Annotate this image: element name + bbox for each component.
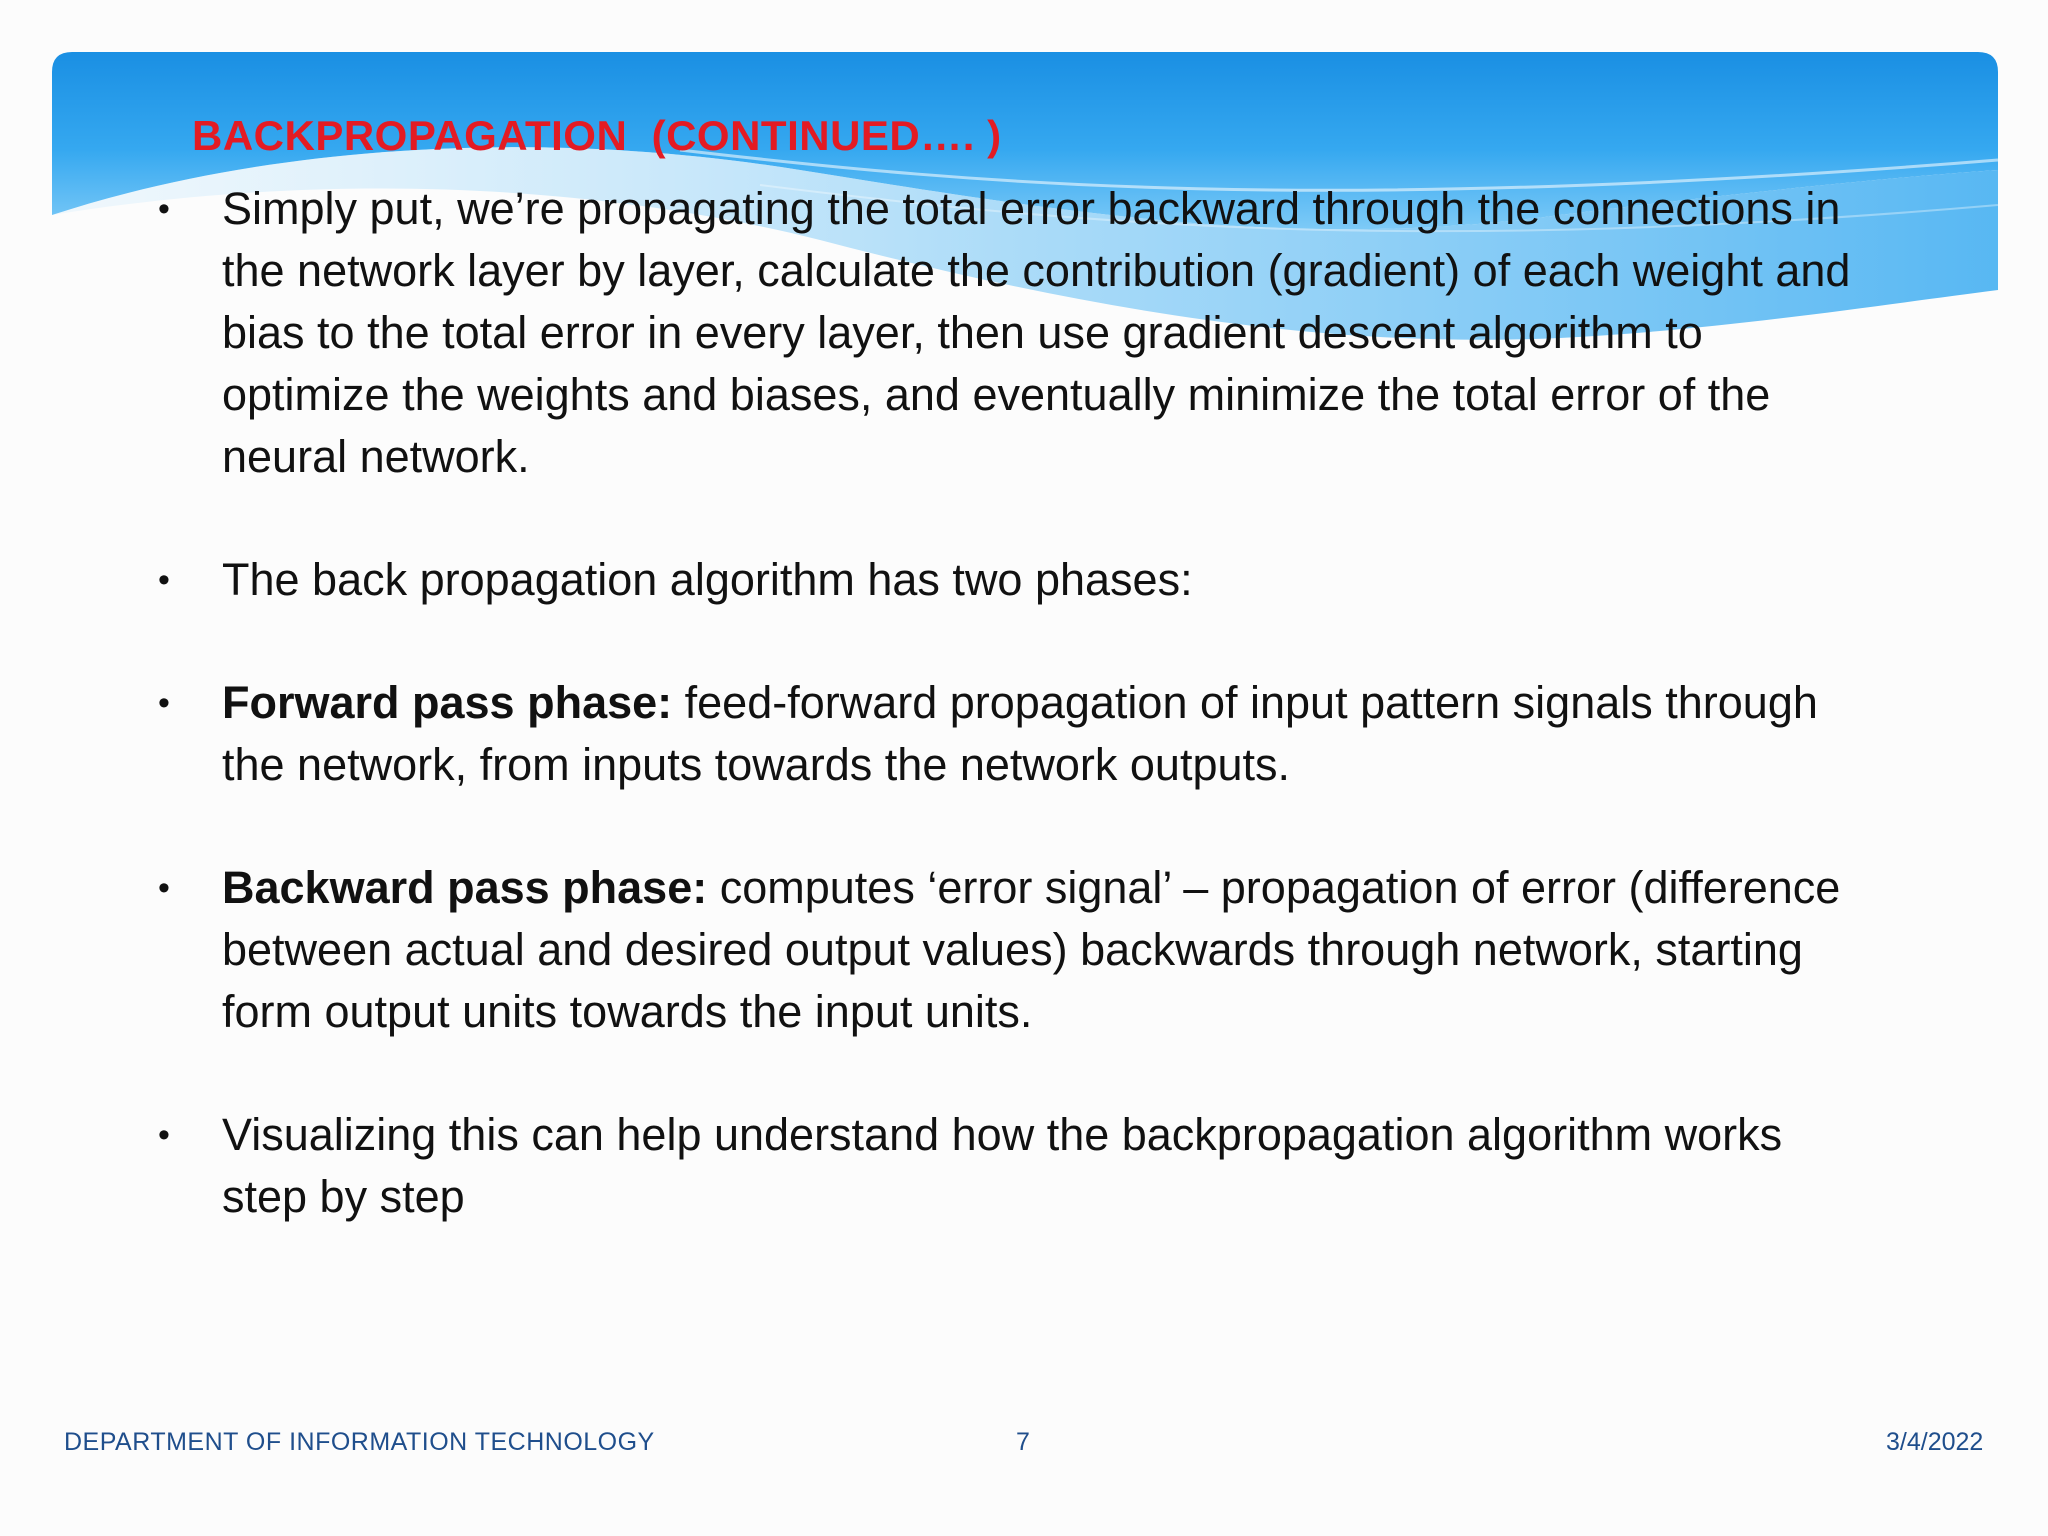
bullet-text: computes ‘error signal’ – propagation of error (difference between actual and desired output values) backwards through network, starting form output units towards the input units. <box>222 862 1841 1037</box>
footer-department: DEPARTMENT OF INFORMATION TECHNOLOGY <box>64 1428 655 1456</box>
bullet-text: feed-forward propagation of input pattern signals through the network, from inputs towards the network outputs. <box>222 677 1818 790</box>
bullet-bold-lead: Forward pass phase: <box>222 677 673 728</box>
bullet-text: Visualizing this can help understand how the backpropagation algorithm works step by step <box>222 1109 1783 1222</box>
bullet-list <box>150 178 1870 1289</box>
bullet-marker: • <box>158 1116 170 1154</box>
bullet-item <box>150 178 1870 488</box>
bullet-item <box>150 672 1870 796</box>
bullet-item <box>150 549 1870 611</box>
bullet-marker: • <box>158 561 170 599</box>
bullet-marker: • <box>158 684 170 722</box>
bullet-text: Simply put, we’re propagating the total error backward through the connections in the network layer by layer, calculate the contribution (gradient) of each weight and bias to the total error in every layer, then use gradient descent algorithm to optimize the weights and biases, and eventually minimize the total error of the neural network. <box>222 183 1851 482</box>
bullet-bold-lead: Backward pass phase: <box>222 862 708 913</box>
bullet-marker: • <box>158 190 170 228</box>
footer-page-number: 7 <box>1016 1428 1030 1456</box>
bullet-item <box>150 1104 1870 1228</box>
bullet-item <box>150 857 1870 1043</box>
footer-date: 3/4/2022 <box>1886 1428 1984 1456</box>
bullet-text: The back propagation algorithm has two phases: <box>222 554 1193 605</box>
bullet-marker: • <box>158 869 170 907</box>
slide-title: BACKPROPAGATION (CONTINUED…. ) <box>192 112 1002 159</box>
